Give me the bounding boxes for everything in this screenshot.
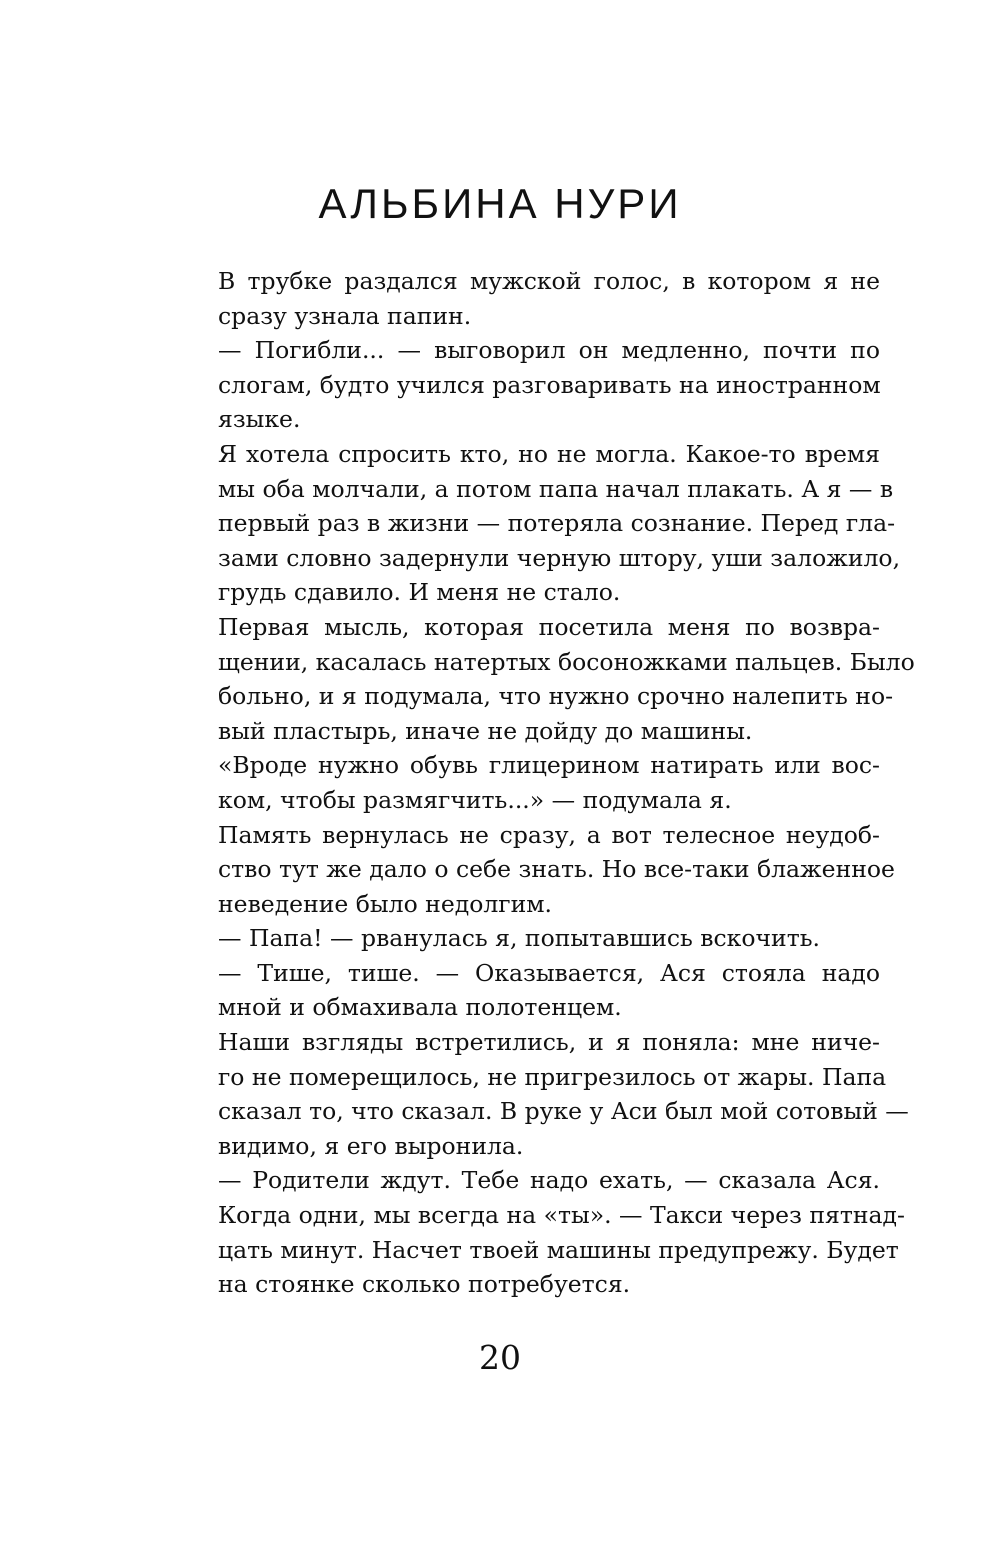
text-line: В трубке раздался мужской голос, в котором я не	[218, 267, 880, 295]
running-header-author: АЛЬБИНА НУРИ	[318, 180, 682, 227]
paragraph	[168, 1025, 909, 1163]
text-line: первый раз в жизни — потеряла сознание. Перед гла-	[218, 509, 896, 538]
text-line: на стоянке сколько потребуется.	[218, 1270, 631, 1299]
text-line: щении, касалась натертых босоножками пальцев. Было	[218, 647, 915, 676]
paragraph	[168, 437, 901, 610]
text-line: зами словно задернули черную штору, уши заложило,	[218, 543, 901, 572]
text-line: видимо, я его выронила.	[218, 1131, 524, 1160]
text-line: сказал то, что сказал. В руке у Аси был мой сотовый —	[218, 1097, 909, 1126]
paragraph	[168, 333, 880, 437]
body-text	[168, 264, 915, 1302]
text-line: языке.	[218, 405, 301, 434]
text-line: сразу узнала папин.	[218, 301, 472, 330]
text-line: — Папа! — рванулась я, попытавшись вскочить.	[218, 924, 820, 953]
paragraph	[168, 748, 880, 817]
text-line: цать минут. Насчет твоей машины предупрежу. Будет	[218, 1235, 899, 1264]
text-line: Память вернулась не сразу, а вот телесное неудоб-	[218, 820, 880, 849]
text-line: неведение было недолгим.	[218, 889, 553, 918]
text-line: — Тише, тише. — Оказывается, Ася стояла надо	[218, 958, 880, 987]
text-line: Когда одни, мы всегда на «ты». — Такси через пятнад-	[218, 1201, 905, 1230]
text-line: Наши взгляды встретились, и я поняла: мне ниче-	[218, 1028, 880, 1057]
text-line: грудь сдавило. И меня не стало.	[218, 578, 621, 607]
text-line: слогам, будто учился разговаривать на иностранном	[218, 370, 881, 399]
paragraph	[168, 264, 880, 333]
text-line: Первая мысль, которая посетила меня по возвра-	[218, 612, 880, 641]
text-line: — Погибли... — выговорил он медленно, почти по	[218, 336, 880, 365]
text-line: «Вроде нужно обувь глицерином натирать или вос-	[218, 751, 880, 780]
page-number: 20	[479, 1338, 521, 1377]
text-line: ство тут же дало о себе знать. Но все-таки блаженное	[218, 855, 895, 884]
paragraph	[168, 818, 895, 922]
text-line: больно, и я подумала, что нужно срочно налепить но-	[218, 682, 894, 711]
paragraph	[168, 956, 880, 1025]
text-line: мы оба молчали, а потом папа начал плакать. А я — в	[218, 474, 894, 503]
text-line: Я хотела спросить кто, но не могла. Какое-то время	[218, 439, 880, 468]
paragraph	[168, 1163, 905, 1301]
text-line: го не померещилось, не пригрезилось от жары. Папа	[218, 1062, 887, 1091]
text-line: мной и обмахивала полотенцем.	[218, 993, 622, 1022]
paragraph	[168, 921, 880, 956]
text-line: вый пластырь, иначе не дойду до машины.	[218, 716, 753, 745]
text-line: — Родители ждут. Тебе надо ехать, — сказала Ася.	[218, 1166, 880, 1195]
text-line: ком, чтобы размягчить...» — подумала я.	[218, 785, 732, 814]
paragraph	[168, 610, 915, 748]
